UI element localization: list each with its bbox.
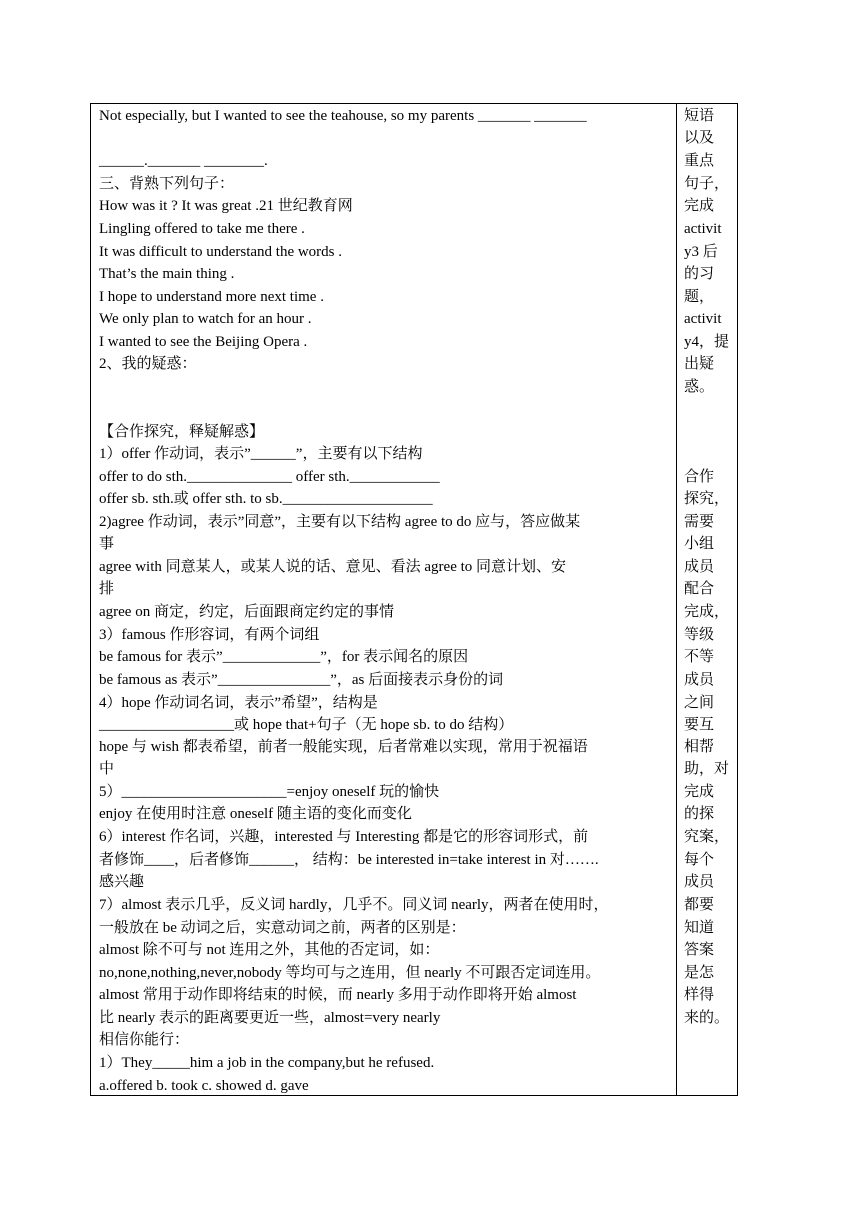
text-line: hope 与 wish 都表希望，前者一般能实现，后者常难以实现，常用于祝福语: [99, 739, 588, 755]
note-line: 答案: [684, 942, 715, 958]
text-line: I hope to understand more next time .: [99, 289, 324, 305]
note-line: 以及: [684, 130, 715, 146]
text-line: 2、我的疑惑：: [99, 356, 197, 372]
note-line: 相帮: [684, 739, 715, 755]
text-line: Not especially, but I wanted to see the teahouse, so my parents _______ _______: [99, 108, 587, 124]
text-line: agree with 同意某人，或某人说的话、意见、看法 agree to 同意计划、安: [99, 559, 567, 575]
note-line: 不等: [684, 649, 715, 665]
text-line: __________________或 hope that+句子（无 hope sb. to do 结构）: [99, 717, 514, 733]
text-line: offer to do sth.______________ offer sth.____________: [99, 469, 440, 485]
worksheet-table: [90, 103, 738, 1096]
text-line: 事: [99, 536, 115, 552]
note-line: y3 后: [684, 244, 718, 260]
text-line: a.offered b. took c. showed d. gave: [99, 1078, 309, 1094]
note-line: 样得: [684, 987, 715, 1003]
text-line: 4）hope 作动词名词，表示”希望”，结构是: [99, 695, 378, 711]
text-line: no,none,nothing,never,nobody 等均可与之连用，但 nearly 不可跟否定词连用。: [99, 965, 601, 981]
note-line: 重点: [684, 153, 715, 169]
note-line: 成员: [684, 874, 715, 890]
text-line: 5）______________________=enjoy oneself 玩的愉快: [99, 784, 440, 800]
note-line: 完成: [684, 198, 715, 214]
text-line: 【合作探究，释疑解惑】: [99, 424, 265, 440]
text-line: 者修饰____，后者修饰______， 结构：be interested in=take interest in 对…….: [99, 852, 599, 868]
text-line: be famous as 表示”_______________”，as 后面接表示身份的词: [99, 672, 504, 688]
note-line: 短语: [684, 108, 715, 124]
note-line: activit: [684, 221, 722, 237]
text-line: 比 nearly 表示的距离要更近一些，almost=very nearly: [99, 1010, 441, 1026]
note-line: 要互: [684, 717, 715, 733]
text-line: 中: [99, 761, 115, 777]
note-line: 惑。: [684, 379, 715, 395]
text-line: 相信你能行：: [99, 1032, 190, 1048]
text-line: offer sb. sth.或 offer sth. to sb.____________________: [99, 491, 433, 507]
text-line: I wanted to see the Beijing Opera .: [99, 334, 308, 350]
note-line: 句子，: [684, 176, 730, 192]
note-line: 究案，: [684, 829, 730, 845]
text-line: agree on 商定，约定，后面跟商定约定的事情: [99, 604, 394, 620]
text-line: It was difficult to understand the words .: [99, 244, 343, 260]
text-line: 三、背熟下列句子：: [99, 176, 235, 192]
note-line: 的探: [684, 806, 715, 822]
note-line: 助，对: [684, 761, 730, 777]
note-line: 需要: [684, 514, 715, 530]
text-line: ______._______ ________.: [99, 153, 268, 169]
text-line: almost 常用于动作即将结束的时候，而 nearly 多用于动作即将开始 almost: [99, 987, 577, 1003]
note-line: y4，提: [684, 334, 730, 350]
note-line: 完成，: [684, 604, 730, 620]
text-line: enjoy 在使用时注意 oneself 随主语的变化而变化: [99, 806, 412, 822]
text-line: Lingling offered to take me there .: [99, 221, 305, 237]
text-line: 6）interest 作名词，兴趣，interested 与 Interesting 都是它的形容词形式，前: [99, 829, 589, 845]
text-line: 7）almost 表示几乎，反义词 hardly，几乎不。同义词 nearly，两者在使用时，: [99, 897, 609, 913]
text-line: How was it ? It was great .21 世纪教育网: [99, 198, 353, 214]
text-line: 1）offer 作动词，表示”______”，主要有以下结构: [99, 446, 423, 462]
note-line: 成员: [684, 672, 715, 688]
note-line: activit: [684, 311, 722, 327]
text-line: 2)agree 作动词，表示”同意”，主要有以下结构 agree to do 应与，答应做某: [99, 514, 581, 530]
text-line: 3）famous 作形容词，有两个词组: [99, 627, 320, 643]
column-divider: [676, 104, 677, 1095]
note-line: 等级: [684, 627, 715, 643]
note-line: 探究，: [684, 491, 730, 507]
note-line: 配合: [684, 581, 715, 597]
note-line: 每个: [684, 852, 715, 868]
text-line: 一般放在 be 动词之后，实意动词之前，两者的区别是：: [99, 920, 466, 936]
note-line: 合作: [684, 469, 715, 485]
text-line: 排: [99, 581, 115, 597]
note-line: 出疑: [684, 356, 715, 372]
note-line: 知道: [684, 920, 715, 936]
note-line: 成员: [684, 559, 715, 575]
text-line: 1）They_____him a job in the company,but he refused.: [99, 1055, 435, 1071]
note-line: 的习: [684, 266, 715, 282]
text-line: be famous for 表示”_____________”，for 表示闻名的原因: [99, 649, 469, 665]
note-line: 完成: [684, 784, 715, 800]
note-line: 题，: [684, 289, 715, 305]
note-line: 都要: [684, 897, 715, 913]
note-line: 来的。: [684, 1010, 730, 1026]
text-line: We only plan to watch for an hour .: [99, 311, 312, 327]
text-line: That’s the main thing .: [99, 266, 235, 282]
note-line: 之间: [684, 695, 715, 711]
text-line: almost 除不可与 not 连用之外，其他的否定词，如：: [99, 942, 440, 958]
note-line: 小组: [684, 536, 715, 552]
note-line: 是怎: [684, 965, 715, 981]
text-line: 感兴趣: [99, 874, 145, 890]
